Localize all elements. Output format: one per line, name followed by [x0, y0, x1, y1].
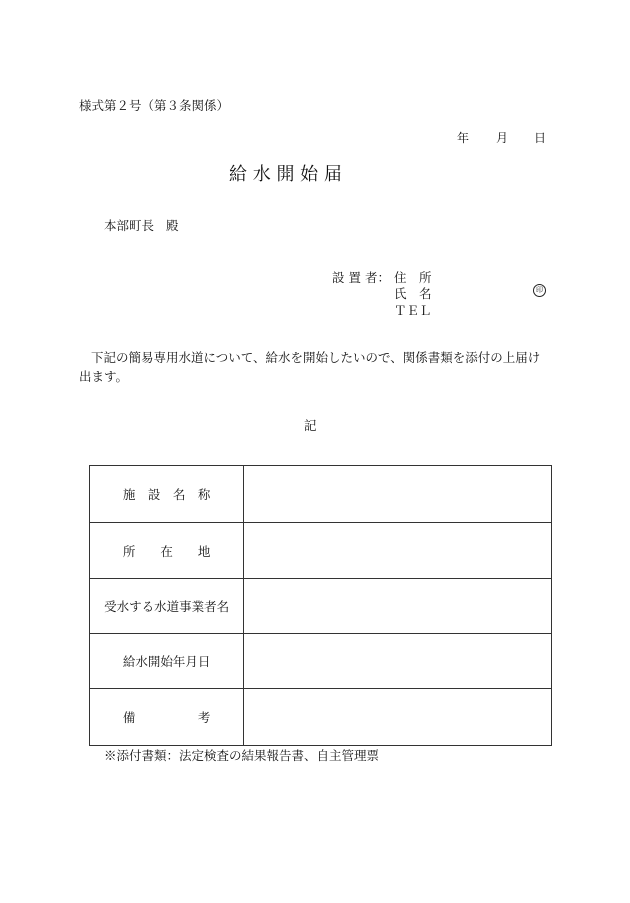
row-value-location[interactable] — [244, 523, 552, 579]
applicant-name-label: 氏 名 — [394, 286, 432, 301]
row-label-water-supplier: 受水する水道事業者名 — [90, 579, 244, 634]
addressee — [104, 216, 179, 234]
date-year-label: 年 — [457, 131, 470, 145]
row-value-remarks[interactable] — [244, 689, 552, 746]
row-label-start-date: 給水開始年月日 — [90, 634, 244, 689]
addressee-honorific: 殿 — [166, 218, 179, 233]
body-paragraph: 下記の簡易専用水道について、給水を開始したいので、関係書類を添付の上届け出ます。 — [79, 350, 541, 384]
document-title: 給 水 開 始 届 — [229, 164, 342, 185]
ki-heading: 記 — [304, 418, 317, 433]
applicant-tel-label: ＴＥＬ — [394, 303, 432, 318]
applicant-address-label: 住 所 — [394, 270, 432, 285]
table-row — [90, 523, 552, 579]
date-month-label: 月 — [496, 131, 509, 145]
table-row — [90, 689, 552, 746]
row-value-facility-name[interactable] — [244, 466, 552, 523]
body-text — [79, 348, 551, 386]
row-value-start-date[interactable] — [244, 634, 552, 689]
date-day-label: 日 — [534, 131, 547, 145]
row-label-remarks: 備 考 — [90, 689, 244, 746]
details-table — [89, 465, 552, 746]
table-row — [90, 466, 552, 523]
table-row — [90, 579, 552, 634]
attachments-note: ※添付書類：法定検査の結果報告書、自主管理票 — [104, 748, 380, 763]
applicant-role-label: 設 置 者： — [332, 270, 390, 285]
form-number: 様式第２号（第３条関係） — [79, 98, 230, 113]
seal-mark: 印 — [533, 284, 546, 297]
row-value-water-supplier[interactable] — [244, 579, 552, 634]
table-row — [90, 634, 552, 689]
row-label-facility-name: 施 設 名 称 — [90, 466, 244, 523]
row-label-location: 所 在 地 — [90, 523, 244, 579]
addressee-name: 本部町長 — [104, 218, 155, 233]
